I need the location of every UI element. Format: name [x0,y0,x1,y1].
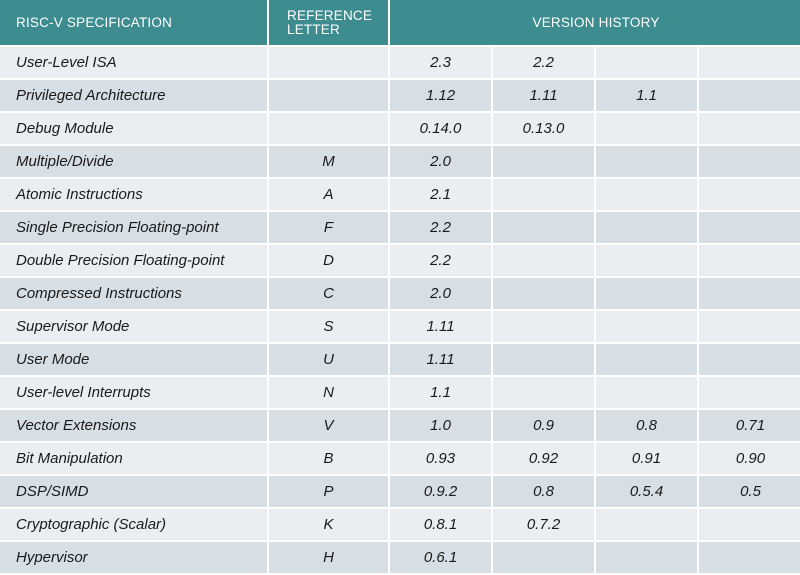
table-row [0,211,800,244]
spec-name-cell: Vector Extensions [0,409,268,442]
table-header [0,0,800,46]
table-row [0,145,800,178]
version-cell: 0.5 [698,475,800,508]
version-cell: 0.8.1 [389,508,492,541]
reference-letter-cell: P [268,475,389,508]
spec-name-cell: Cryptographic (Scalar) [0,508,268,541]
version-cell: 1.11 [492,79,595,112]
spec-name-cell: Supervisor Mode [0,310,268,343]
reference-letter-cell [268,46,389,79]
table-row [0,178,800,211]
version-cell [492,343,595,376]
version-cell [595,244,698,277]
version-cell: 2.1 [389,178,492,211]
spec-name-cell: User-level Interrupts [0,376,268,409]
version-cell: 0.90 [698,442,800,475]
version-cell [492,376,595,409]
version-cell: 0.93 [389,442,492,475]
table-row [0,508,800,541]
version-cell: 0.91 [595,442,698,475]
reference-letter-cell: V [268,409,389,442]
table-row [0,409,800,442]
version-cell: 1.12 [389,79,492,112]
header-spec: RISC-V SPECIFICATION [0,0,268,46]
version-cell: 0.9 [492,409,595,442]
version-cell [698,376,800,409]
version-cell: 0.13.0 [492,112,595,145]
version-cell: 1.1 [389,376,492,409]
spec-name-cell: User Mode [0,343,268,376]
table-row [0,475,800,508]
spec-name-cell: User-Level ISA [0,46,268,79]
table-row [0,442,800,475]
version-cell: 2.2 [492,46,595,79]
version-cell: 0.7.2 [492,508,595,541]
version-cell [492,178,595,211]
reference-letter-cell: S [268,310,389,343]
version-cell [698,145,800,178]
version-cell [595,46,698,79]
version-cell: 0.6.1 [389,541,492,574]
version-cell [595,343,698,376]
version-cell: 0.92 [492,442,595,475]
version-cell: 2.0 [389,145,492,178]
version-cell: 0.71 [698,409,800,442]
version-cell: 0.5.4 [595,475,698,508]
reference-letter-cell: U [268,343,389,376]
version-cell [698,508,800,541]
spec-name-cell: Privileged Architecture [0,79,268,112]
version-cell [698,79,800,112]
version-cell: 2.2 [389,244,492,277]
version-cell [595,178,698,211]
table-row [0,343,800,376]
spec-name-cell: Single Precision Floating-point [0,211,268,244]
version-cell [595,211,698,244]
version-cell [698,541,800,574]
header-row [0,0,800,46]
version-cell: 2.3 [389,46,492,79]
header-letter-line1: REFERENCE [287,7,373,23]
table-row [0,46,800,79]
table-row [0,310,800,343]
version-cell [595,145,698,178]
table-row [0,541,800,574]
version-cell: 1.11 [389,343,492,376]
version-cell [698,46,800,79]
version-cell: 0.8 [492,475,595,508]
table-row [0,112,800,145]
table-row [0,244,800,277]
table-row [0,79,800,112]
version-cell: 1.1 [595,79,698,112]
reference-letter-cell: N [268,376,389,409]
version-cell [698,244,800,277]
reference-letter-cell: B [268,442,389,475]
spec-name-cell: Hypervisor [0,541,268,574]
reference-letter-cell: D [268,244,389,277]
reference-letter-cell [268,112,389,145]
version-cell [698,112,800,145]
reference-letter-cell: M [268,145,389,178]
table-body [0,46,800,574]
version-cell [492,277,595,310]
table-row [0,376,800,409]
table-row [0,277,800,310]
version-cell: 1.11 [389,310,492,343]
version-cell: 2.2 [389,211,492,244]
spec-name-cell: DSP/SIMD [0,475,268,508]
spec-name-cell: Debug Module [0,112,268,145]
version-cell [698,211,800,244]
header-reference-letter [268,0,389,46]
reference-letter-cell: A [268,178,389,211]
reference-letter-cell: H [268,541,389,574]
version-cell [595,112,698,145]
version-cell [595,277,698,310]
version-cell [492,244,595,277]
version-cell [595,508,698,541]
version-cell [492,541,595,574]
reference-letter-cell: F [268,211,389,244]
version-cell [595,376,698,409]
reference-letter-cell: K [268,508,389,541]
version-cell: 0.9.2 [389,475,492,508]
version-cell: 1.0 [389,409,492,442]
version-cell [698,343,800,376]
version-cell [698,310,800,343]
reference-letter-cell [268,79,389,112]
header-version-history: VERSION HISTORY [389,0,800,46]
version-cell: 0.8 [595,409,698,442]
spec-name-cell: Atomic Instructions [0,178,268,211]
version-cell [492,145,595,178]
version-cell: 2.0 [389,277,492,310]
version-cell [492,211,595,244]
reference-letter-cell: C [268,277,389,310]
spec-name-cell: Multiple/Divide [0,145,268,178]
version-cell: 0.14.0 [389,112,492,145]
spec-name-cell: Compressed Instructions [0,277,268,310]
spec-name-cell: Double Precision Floating-point [0,244,268,277]
version-cell [698,178,800,211]
version-cell [595,310,698,343]
header-letter-line2: LETTER [287,21,340,37]
version-cell [595,541,698,574]
version-cell [492,310,595,343]
version-cell [698,277,800,310]
spec-name-cell: Bit Manipulation [0,442,268,475]
